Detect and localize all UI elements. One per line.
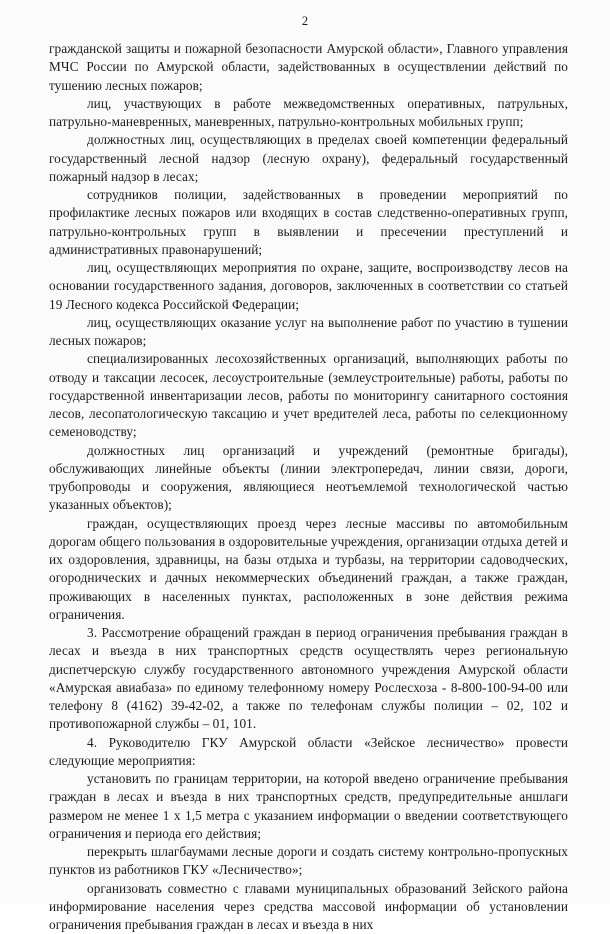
paragraph: лиц, осуществляющих мероприятия по охране, защите, воспроизводству лесов на основании государственного задания, договоров, заключенных в соответствии со статьей 19 Лесного кодекса Российской Федерации;: [49, 259, 568, 314]
paragraph: должностных лиц организаций и учреждений (ремонтные бригады), обслуживающих линейные объекты (линии электропередач, линии связи, дороги, трубопроводы и сооружения, являющиеся неотъемлемой технологической частью указанных объектов);: [49, 442, 568, 515]
paragraph: 4. Руководителю ГКУ Амурской области «Зейское лесничество» провести следующие мероприятия:: [49, 734, 568, 771]
paragraph: специализированных лесохозяйственных организаций, выполняющих работы по отводу и таксации лесосек, лесоустроительные (землеустроительные) работы, работы по государственной инвентаризации лесов, работы по мониторингу санитарного состояния лесов, лесопатологическую таксацию и учет вредителей леса, работы по селекционному семеноводству;: [49, 350, 568, 441]
paragraph: перекрыть шлагбаумами лесные дороги и создать систему контрольно-пропускных пунктов из работников ГКУ «Лесничество»;: [49, 843, 568, 880]
paragraph: должностных лиц, осуществляющих в пределах своей компетенции федеральный государственный лесной надзор (лесную охрану), федеральный государственный пожарный надзор в лесах;: [49, 131, 568, 186]
paragraph: лиц, участвующих в работе межведомственных оперативных, патрульных, патрульно-маневренных, маневренных, патрульно-контрольных мобильных групп;: [49, 95, 568, 132]
paragraph: организовать совместно с главами муниципальных образований Зейского района информирование населения через средства массовой информации об установлении ограничения пребывания граждан в лесах и въезда в них: [49, 880, 568, 934]
paragraph: 3. Рассмотрение обращений граждан в период ограничения пребывания граждан в лесах и въезда в них транспортных средств осуществлять через региональную диспетчерскую службу государственного автономного учреждения Амурской области «Амурская авиабаза» по единому телефонному номеру Рослесхоза - 8-800-100-94-00 или телефону 8 (4162) 39-42-02, а также по телефонам службы полиции – 02, 102 и противопожарной службы – 01, 101.: [49, 624, 568, 734]
document-body: [49, 40, 568, 934]
paragraph: сотрудников полиции, задействованных в проведении мероприятий по профилактике лесных пожаров или входящих в состав следственно-оперативных групп, патрульно-контрольных групп в выявлении и пресечении преступлений и административных правонарушений;: [49, 186, 568, 259]
page-number: 2: [0, 14, 610, 29]
paragraph: граждан, осуществляющих проезд через лесные массивы по автомобильным дорогам общего пользования в оздоровительные учреждения, организации отдыха детей и их оздоровления, здравницы, на базы отдыха и турбазы, на территории садоводческих, огороднических и дачных некоммерческих объединений граждан, а также граждан, проживающих в населенных пунктах, расположенных в зоне действия режима ограничения.: [49, 515, 568, 625]
paragraph: установить по границам территории, на которой введено ограничение пребывания граждан в лесах и въезда в них транспортных средств, предупредительные аншлаги размером не менее 1 х 1,5 метра с указанием информации о введении соответствующего ограничения и периода его действия;: [49, 770, 568, 843]
paragraph: гражданской защиты и пожарной безопасности Амурской области», Главного управления МЧС России по Амурской области, задействованных в осуществлении действий по тушению лесных пожаров;: [49, 40, 568, 95]
paragraph: лиц, осуществляющих оказание услуг на выполнение работ по участию в тушении лесных пожаров;: [49, 314, 568, 351]
